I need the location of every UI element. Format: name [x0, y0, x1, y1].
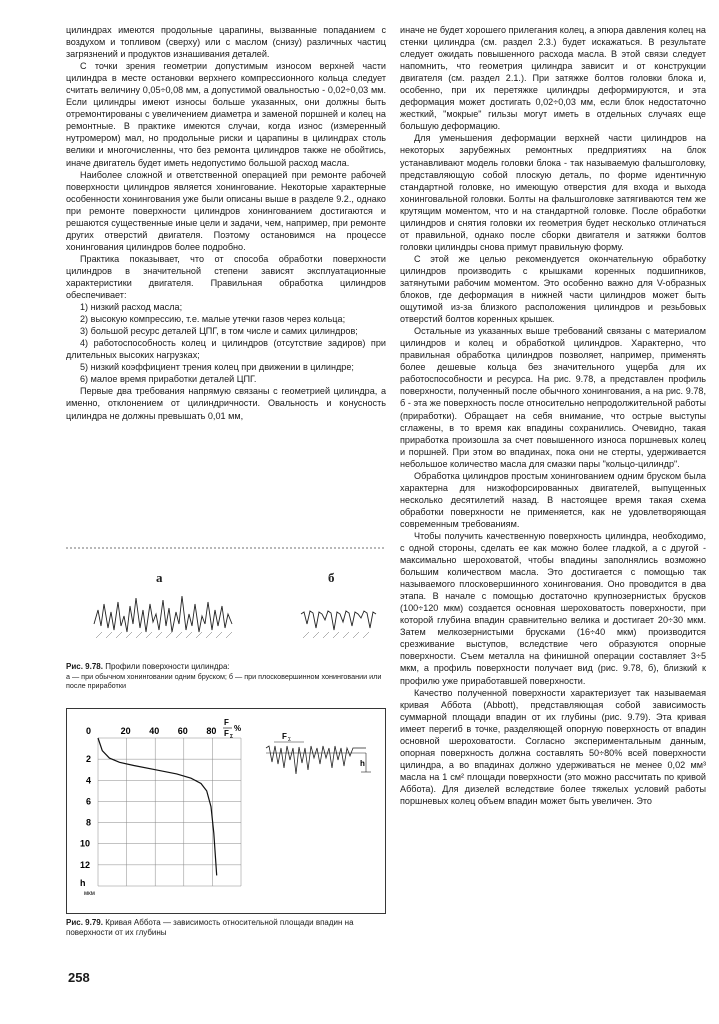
page-number: 258 [68, 970, 90, 985]
y-tick-label: 4 [86, 775, 92, 786]
inset-label-F: F [282, 732, 287, 741]
y-unit-mkm: мкм [84, 891, 95, 897]
x-tick-label: 60 [177, 726, 188, 736]
x-tick-label: 80 [206, 726, 217, 736]
x-tick-labels [121, 726, 217, 736]
right-column [400, 24, 706, 807]
y-tick-label: 6 [86, 796, 92, 807]
paragraph: Практика показывает, что от способа обработки поверхности цилиндров в значительной степени зависят эксплуатационные характеристики двигателя. Правильная обработка цилиндров обеспечивает: [66, 253, 386, 301]
profile-b-hatch [303, 632, 369, 638]
surface-profiles-graphic [66, 546, 386, 656]
paragraph: 6) малое время приработки деталей ЦПГ. [80, 374, 257, 385]
paragraph: 1) низкий расход масла; [80, 302, 183, 313]
figure-9-79 [66, 708, 386, 914]
y-tick-label: 8 [86, 817, 92, 828]
fig78-label-b: б [328, 570, 335, 585]
chart-grid [98, 738, 241, 886]
paragraph: Остальные из указанных выше требований связаны с материалом цилиндров и колец и обработкой цилиндров. Характерно, что правильная обработка цилиндров позволяет, например, применять более дешевые кольца без значительного ущерба для их работоспособности и ресурса. На рис. 9.78, а представлен профиль поверхности, полученный после обычного хонингования, а на рис. 9.78, б - эта же поверхность после относительно непродолжительной работы (приработки). Обращает на себя внимание, что острые выступы сглажены, в то время как впадины сохранились. Очевидно, такая приработка произошла за счет повышенного износа поршневых колец и поршней. При этом во впадинах, пока они не стерты, удерживается небольшое количество масла для смазки пары "кольцо-цилиндр". [400, 326, 706, 469]
x-zero-label: 0 [86, 726, 92, 736]
y-tick-label: 12 [80, 859, 91, 870]
paragraph: Для уменьшения деформации верхней части цилиндров на некоторых зарубежных ремонтных предприятиях на блок устанавливают модель головки блока - так называемую фальшголовку, представляющую собой плоскую деталь, по форме идентичную стандартной головке, но имеющую отверстия для входа и выхода хонинговальной головки. Болты на фальшголовке затягиваются тем же крутящим моментом, что и на стандартной головке. После обработки цилиндров и снятия головки их геометрия будет несколько отличаться от правильной, однако после сборки двигателя и затяжки болтов головки цилиндры снова примут правильную форму. [400, 133, 706, 252]
x-unit-label [223, 718, 241, 740]
fig78-caption-title: Рис. 9.78. [66, 662, 103, 671]
x-unit-pct: % [234, 724, 242, 733]
y-tick-labels [80, 754, 91, 870]
fig79-caption [66, 918, 386, 938]
paragraph: Наиболее сложной и ответственной операцией при ремонте рабочей поверхности цилиндров является хонингование. Некоторые характерные особенности хонингования уже были описаны выше в разделе 9.2., однако при ремонте поверхности цилиндров хонингованием достигаются и решаются существенные иные цели и задачи, чем, например, при ремонте других отверстий двигателя. Поэтому остановимся на процессе хонингования цилиндров более подробно. [66, 169, 386, 252]
paragraph: Качество полученной поверхности характеризует так называемая кривая Аббота (Abbott), представляющая собой зависимость суммарной площади впадин от их глубины (рис. 9.79). Эта кривая имеет перегиб в точке, разделяющей опорную поверхность от впадин основной шероховатости. Согласно экспериментальным данным, опорная поверхность должна составлять 50÷80% всей поверхности цилиндра, а во впадинах должно удерживаться не менее 0,02 мм³ масла на 1 см² площади поверхности (это можно рассчитать по кривой Аббота). Для дизелей вследствие более тяжелых условий работы поршневых колец объем впадин может быть увеличен. Это [400, 687, 706, 806]
x-unit-F: F [224, 718, 229, 727]
y-unit-h: h [80, 878, 86, 888]
fig78-caption-sub: а — при обычном хонинговании одним бруском; б — при плосковершинном хонинговании или после приработки [66, 672, 382, 690]
paragraph: 2) высокую компрессию, т.е. малые утечки газов через кольца; [80, 314, 346, 325]
paragraph: 4) работоспособность колец и цилиндров (отсутствие задиров) при длительных высоких нагрузках; [66, 338, 386, 361]
y-tick-label: 2 [86, 754, 92, 765]
inset-label-h: h [360, 759, 365, 768]
paragraph: Первые два требования напрямую связаны с геометрией цилиндра, а именно, отклонением от цилиндричности. Овальность и конусность цилиндра не должны превышать 0,01 мм, [66, 386, 386, 421]
fig78-caption-text: Профили поверхности цилиндра: [105, 662, 230, 671]
fig79-caption-text: Кривая Аббота — зависимость относительной площади впадин на поверхности от их глубины [66, 918, 354, 937]
left-column [66, 24, 386, 422]
profile-a-hatch [96, 632, 232, 638]
profile-a-line [94, 596, 232, 632]
profile-b-line [301, 611, 376, 630]
inset-profile-line [266, 746, 366, 774]
abbott-curve-line [98, 738, 217, 875]
x-unit-sub: Σ [230, 734, 234, 740]
paragraph: С этой же целью рекомендуется окончательную обработку цилиндров производить с крышками коренных подшипников, затянутыми рабочим моментом. Это особенно важно для V-образных блоков, где деформация в нижней части цилиндров может быть ощутимой из-за близкого расположения цилиндров и резьбовых отверстий болтов коренных крышек. [400, 253, 706, 325]
abbott-curve-chart [66, 708, 386, 914]
paragraph: 5) низкий коэффициент трения колец при движении в цилиндре; [80, 362, 354, 373]
inset-profile-diagram [266, 732, 371, 774]
fig79-caption-title: Рис. 9.79. [66, 918, 103, 927]
x-tick-label: 40 [149, 726, 160, 736]
paragraph: 3) большой ресурс деталей ЦПГ, в том числе и самих цилиндров; [80, 326, 358, 337]
paragraph: Обработка цилиндров простым хонингованием одним бруском была характерна для низкофорсированных двигателей, выпущенных несколько десятилетий назад. В настоящее время такая схема обработки поверхности не применяется, как не удовлетворяющая современным требованиям. [400, 470, 706, 529]
fig78-label-a: а [156, 570, 163, 585]
paragraph: цилиндрах имеются продольные царапины, вызванные попаданием с воздухом и топливом (сверху) или с маслом (снизу) различных частиц загрязнений и продуктов изнашивания деталей. [66, 25, 386, 60]
fig78-caption [66, 662, 386, 690]
paragraph: Чтобы получить качественную поверхность цилиндра, необходимо, с одной стороны, сделать ее как можно более гладкой, а с другой - максимально шероховатой, чтобы впадины заполнялись возможно большим количеством масла. Это достигается с помощью так называемого плосковершинного хонингования. Оно проводится в два этапа. В начале с помощью достаточно крупнозернистых брусков (100÷120 мкм) создается основная шероховатость поверхности, при которой глубина впадин сравнительно велика и достигает 20÷30 мкм. Затем мелкозернистыми брусками (16÷40 мкм) производится срезживание выступов, вследствие чего образуются опорные поверхности. Съем металла на финишной операции составляет 3÷5 мкм, а профиль поверхности получает вид (рис. 9.78, б), близкий к профилю уже приработавшей поверхности. [400, 530, 706, 686]
figure-9-78 [66, 546, 386, 656]
x-tick-label: 20 [120, 726, 131, 736]
inset-label-sub: Σ [288, 737, 292, 743]
paragraph: С точки зрения геометрии допустимым износом верхней части цилиндра в месте остановки верхнего компрессионного кольца следует считать величину 0,05÷0,08 мм, а допустимой овальностью - 0,02÷0,03 мм. Если цилиндры имеют износы больше указанных, они должны быть отремонтированы с увеличением диаметра и заменой поршней и колец на ремонтные. В практике имеются случаи, когда износ (измеренный нутромером) мал, но продольные риски и царапины в цилиндрах столь велики и многочисленны, что без ремонта цилиндров также не обойтись, иначе двигатель будет иметь недопустимо большой расход масла. [66, 61, 386, 168]
y-tick-label: 10 [80, 838, 91, 849]
figure-frame [67, 709, 386, 914]
x-unit-Fs: F [224, 729, 229, 738]
paragraph: иначе не будет хорошего прилегания колец, а эпюра давления колец на стенки цилиндра (см. раздел 2.3.) будет искажаться. В результате следует ожидать повышенного расхода масла. В этой связи следует напомнить, что геометрия цилиндра зависит и от конструкции двигателя (см. раздел 2.1.). При затяжке болтов головки блока и, особенно, при их перетяжке цилиндры деформируются, и эта деформация может достигать 0,02÷0,03 мм, если блок недостаточно жесткий, "мокрые" гильзы могут иметь в отдельных случаях еще большую деформацию. [400, 25, 706, 132]
